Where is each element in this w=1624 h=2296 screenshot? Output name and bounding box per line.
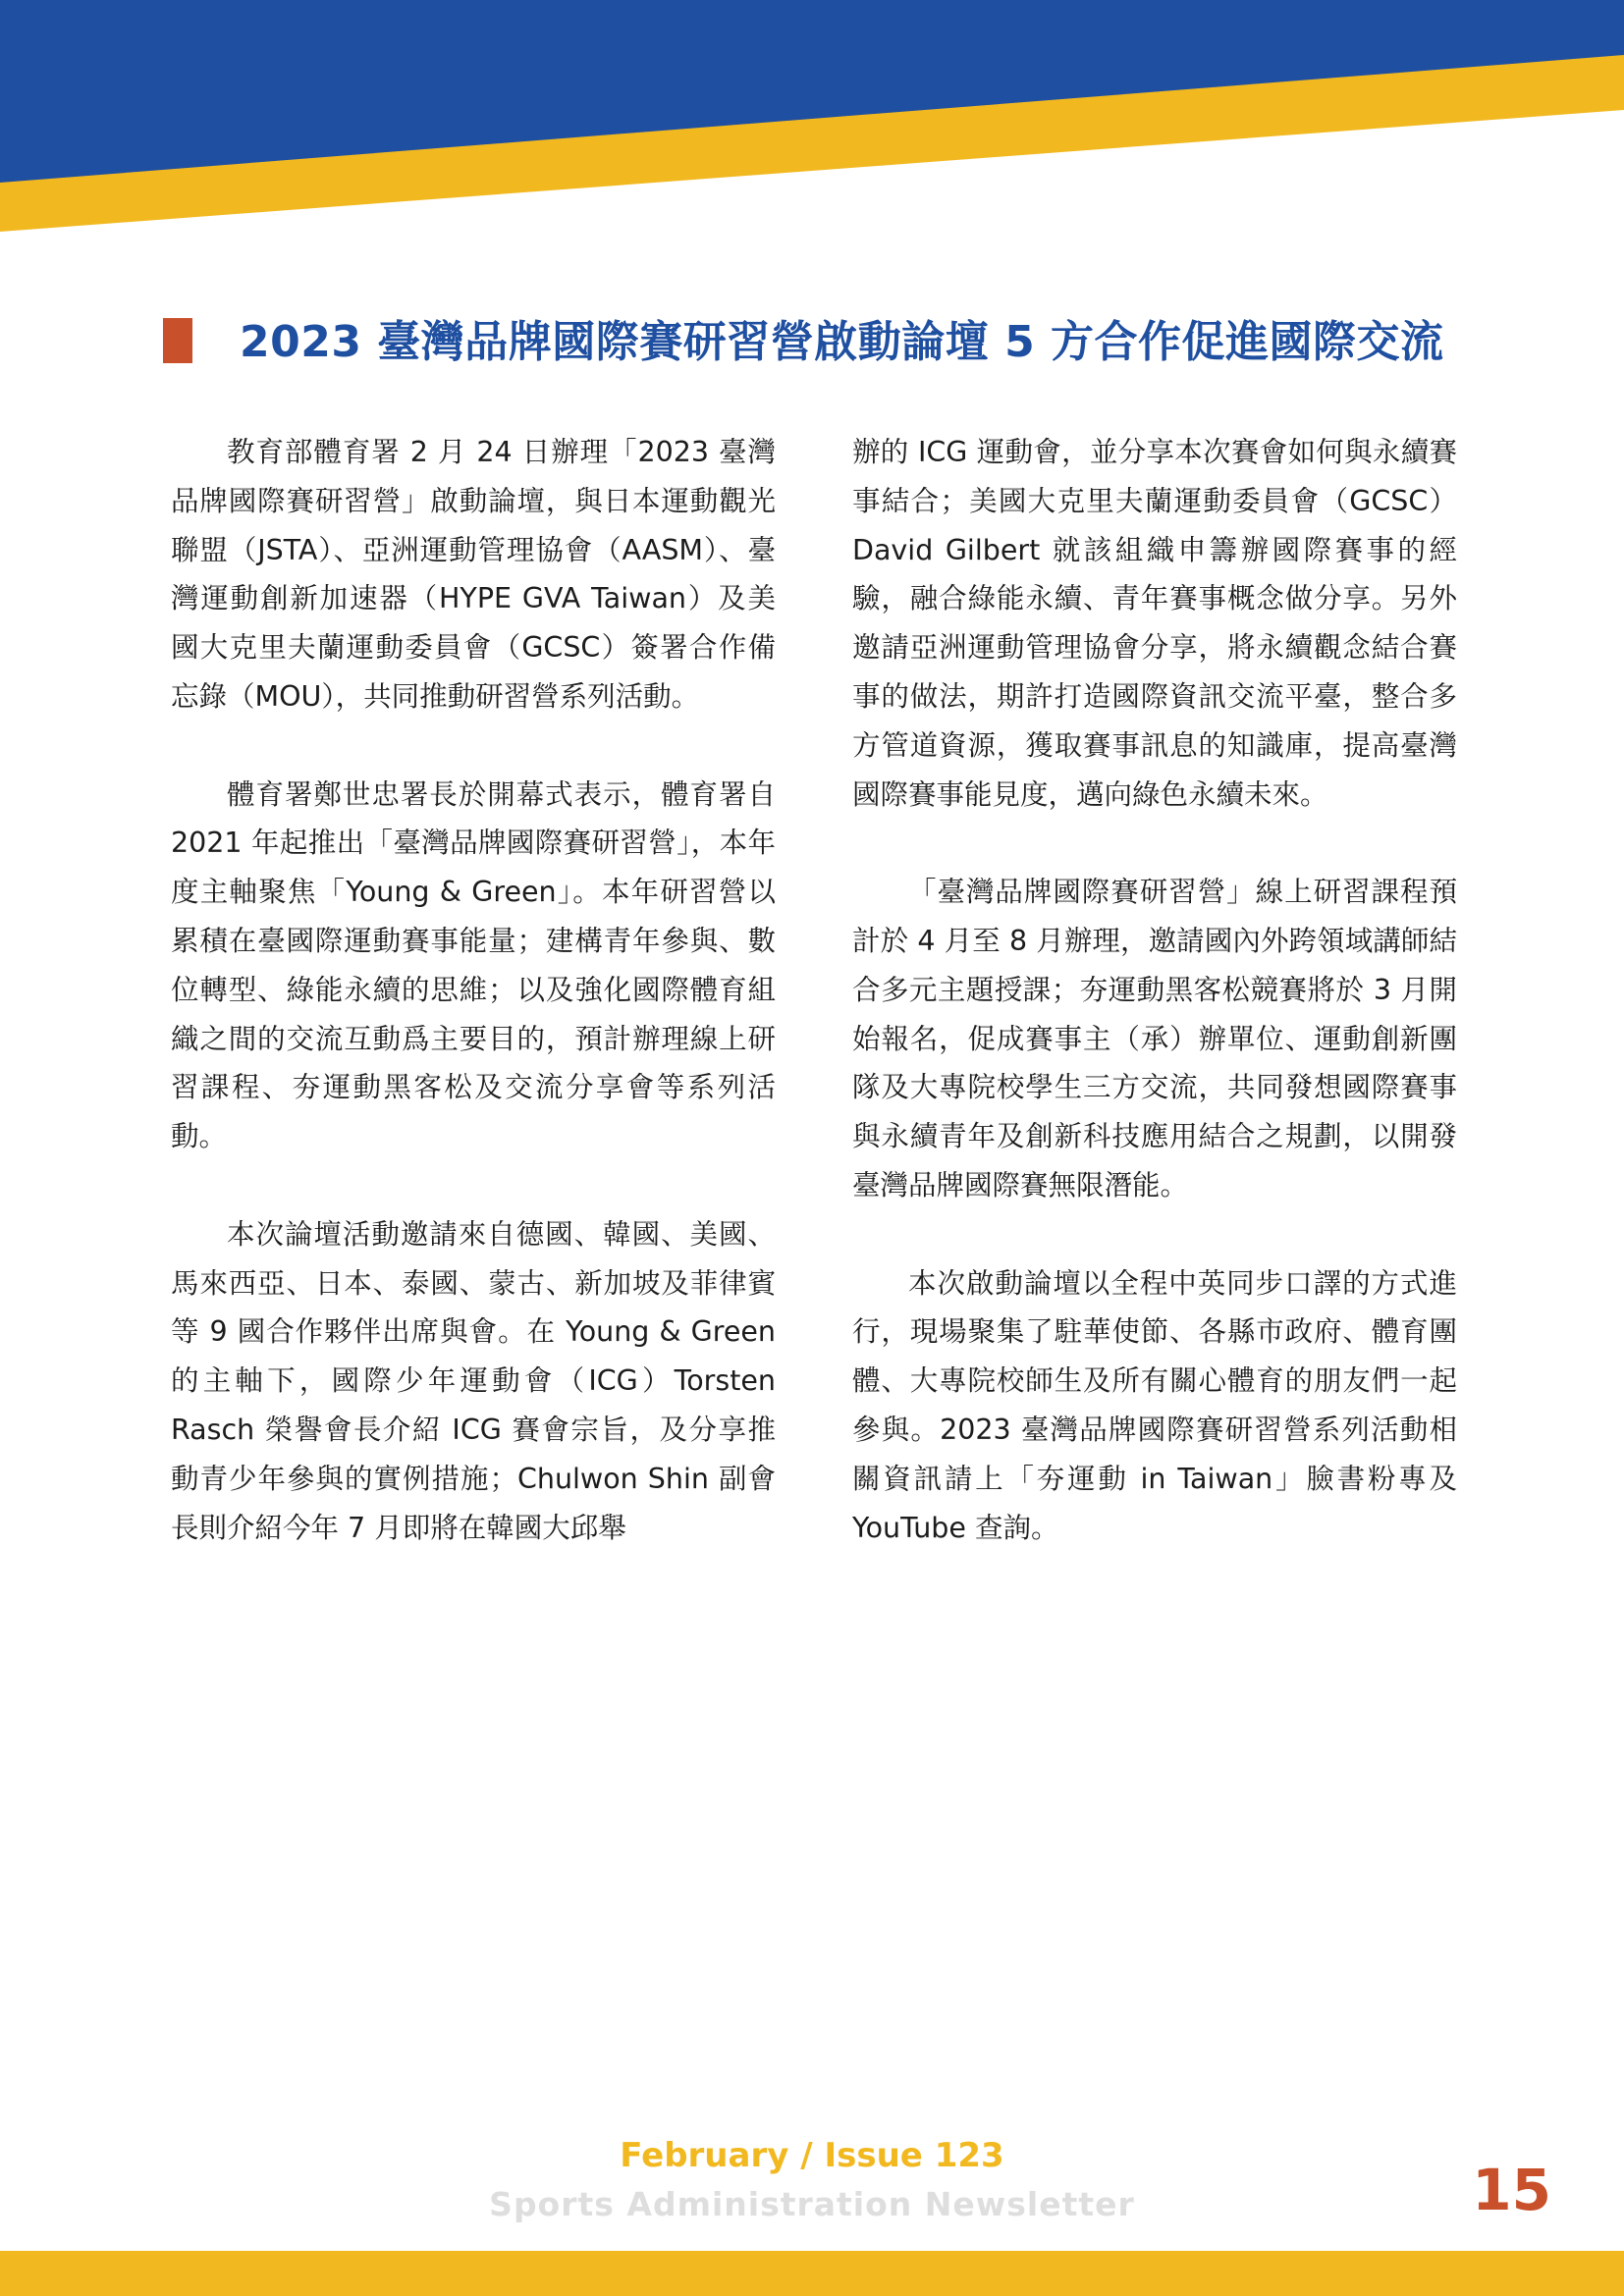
- footer-issue: February / Issue 123: [620, 2136, 1004, 2175]
- paragraph-online-courses: 「臺灣品牌國際賽研習營」線上研習課程預計於 4 月至 8 月辦理，邀請國內外跨領域講師結合多元主題授課；夯運動黑客松競賽將於 3 月開始報名，促成賽事主（承）辦單位、運動創新團隊及大專院校學生三方交流，共同發想國際賽事與永續青年及創新科技應用結合之規劃，以開發臺灣品牌國際賽無限潛能。: [852, 876, 1457, 1201]
- page-number: 15: [1472, 2157, 1551, 2223]
- right-text-column: [852, 428, 1457, 1601]
- paragraph-director-remarks: 體育署鄭世忠署長於開幕式表示，體育署自 2021 年起推出「臺灣品牌國際賽研習營」，本年度主軸聚焦「Young & Green」。本年研習營以累積在臺國際運動賽事能量；建構青年參與、數位轉型、綠能永續的思維；以及強化國際體育組織之間的交流互動爲主要目的，預計辦理線上研習課程、夯運動黑客松及交流分享會等系列活動。: [171, 777, 776, 1153]
- paragraph-forum-partners-continued: 辦的 ICG 運動會，並分享本次賽會如何與永續賽事結合；美國大克里夫蘭運動委員會（GCSC）David Gilbert 就該組織申籌辦國際賽事的經驗，融合綠能永續、青年賽事概念做分享。另外邀請亞洲運動管理協會分享，將永續觀念結合賽事的做法，期許打造國際資訊交流平臺，整合多方管道資源，獲取賽事訊息的知識庫，提高臺灣國際賽事能見度，邁向綠色永續未來。: [852, 436, 1457, 811]
- paragraph-interpretation: 本次啟動論壇以全程中英同步口譯的方式進行，現場聚集了駐華使節、各縣市政府、體育團體、大專院校師生及所有關心體育的朋友們一起參與。2023 臺灣品牌國際賽研習營系列活動相關資訊請上「夯運動 in Taiwan」臉書粉專及 YouTube 查詢。: [852, 1266, 1457, 1544]
- footer-publication-name: Sports Administration Newsletter: [489, 2185, 1135, 2223]
- left-text-column: [171, 428, 776, 1601]
- title-marker: [163, 318, 192, 363]
- footer-band: [0, 2251, 1624, 2296]
- article-title-row: [163, 312, 1469, 375]
- article-title: 2023 臺灣品牌國際賽研習營啟動論壇 5 方合作促進國際交流: [240, 317, 1444, 367]
- paragraph-forum-partners: 本次論壇活動邀請來自德國、韓國、美國、馬來西亞、日本、泰國、蒙古、新加坡及菲律賓等 9 國合作夥伴出席與會。在 Young & Green 的主軸下，國際少年運動會（ICG）Torsten Rasch 榮譽會長介紹 ICG 賽會宗旨，及分享推動青少年參與的實例措施；Chulwon Shin 副會長則介紹今年 7 月即將在韓國大邱舉: [171, 1217, 776, 1544]
- paragraph-mou-signing: 教育部體育署 2 月 24 日辦理「2023 臺灣品牌國際賽研習營」啟動論壇，與日本運動觀光聯盟（JSTA）、亞洲運動管理協會（AASM）、臺灣運動創新加速器（HYPE GVA Taiwan）及美國大克里夫蘭運動委員會（GCSC）簽署合作備忘錄（MOU），共同推動研習營系列活動。: [171, 436, 776, 713]
- header-band: [0, 0, 1624, 236]
